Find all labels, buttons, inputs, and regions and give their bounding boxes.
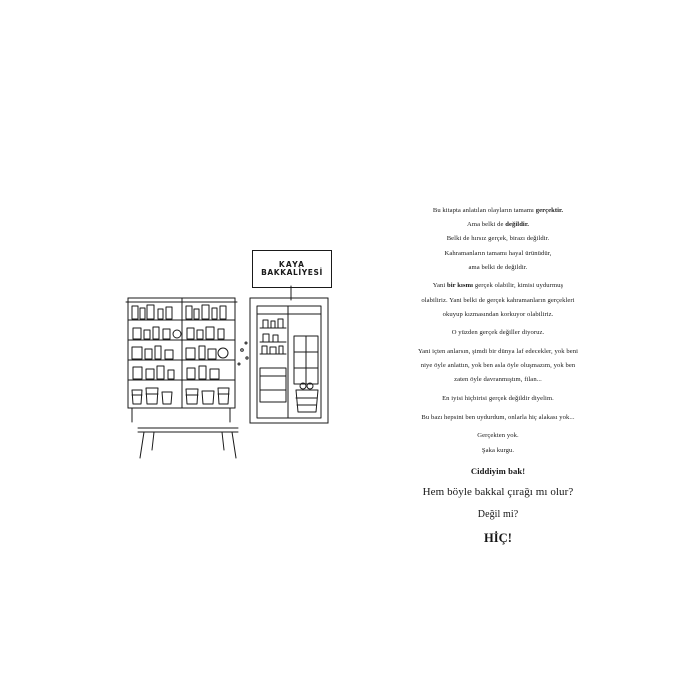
text-line: Yani içten anlarsın, şimdi bir dünya laf edecekler, yok beni — [417, 348, 579, 356]
emphasis-line: Hem böyle bakkal çırağı mı olur? — [422, 486, 574, 499]
text-line: Belki de hırsız gerçek, birazı değildir. — [446, 235, 550, 243]
text-line: Ama belki de değildir. — [467, 221, 529, 229]
text-line: Kahramanların tamamı hayal ürünüdür, — [444, 249, 552, 257]
text-line: Gerçekten yok. — [477, 432, 519, 440]
text-line: okuyup kızmasından korkuyor olabiliriz. — [442, 310, 554, 318]
text-line: O yüzden gerçek değiller diyoruz. — [451, 329, 545, 337]
page-text-block — [398, 206, 598, 552]
text-line: olabiliriz. Yani belki de gerçek kahramanların gerçekleri — [421, 296, 575, 304]
emphasis-lines — [398, 465, 598, 548]
text-line: Bu kitapta anlatılan olayların tamamı gerçektir. — [432, 207, 564, 214]
emphasis-line: Ciddiyim bak! — [470, 466, 526, 477]
text-line: niye öyle anlattın, yok ben asla öyle oluşmazım, yok ben — [420, 362, 576, 370]
illustration-panel — [120, 240, 360, 470]
shop-line-art — [120, 240, 360, 470]
emphasis-line: Değil mi? — [477, 508, 519, 520]
text-line: Yani bir kısmı gerçek olabilir, kimisi uydurmuş — [432, 282, 564, 290]
text-line: En iyisi hiçbirisi gerçek değildir diyelim. — [442, 395, 554, 403]
text-line: Şaka kurgu. — [481, 446, 515, 454]
text-line: ama belki de değildir. — [468, 263, 528, 271]
text-line: Bu bazı hepsini ben uydurdum, onlarla hiç alakası yok... — [421, 413, 575, 421]
paragraph-lines — [398, 206, 598, 456]
shop-sign-line-2: BAKKALİYESİ — [261, 268, 323, 277]
emphasis-line: HİÇ! — [483, 531, 513, 546]
text-line: zaten öyle davranmıştım, filan... — [454, 376, 542, 384]
shop-sign-line-1: KAYA — [278, 259, 306, 269]
